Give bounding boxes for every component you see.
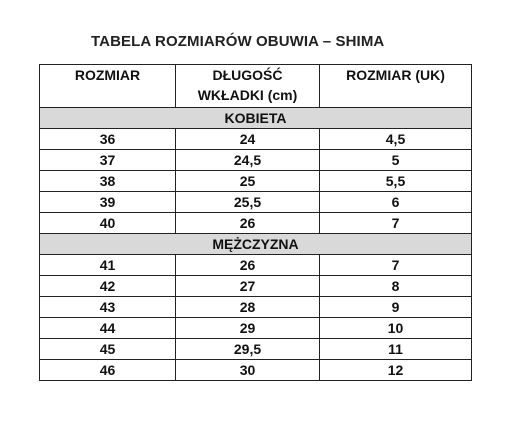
cell-insole-length: 26 xyxy=(176,255,320,276)
table-row xyxy=(40,276,472,297)
cell-insole-length: 30 xyxy=(176,360,320,381)
table-row xyxy=(40,171,472,192)
cell-insole-length: 24 xyxy=(176,129,320,150)
cell-uk-size: 11 xyxy=(320,339,472,360)
size-chart-table xyxy=(39,64,472,381)
table-row xyxy=(40,297,472,318)
cell-uk-size: 7 xyxy=(320,255,472,276)
cell-uk-size: 12 xyxy=(320,360,472,381)
header-insole-length xyxy=(176,65,320,108)
table-row xyxy=(40,339,472,360)
table-row xyxy=(40,150,472,171)
cell-size: 39 xyxy=(40,192,176,213)
cell-insole-length: 25 xyxy=(176,171,320,192)
cell-insole-length: 29,5 xyxy=(176,339,320,360)
section-label: MĘŻCZYZNA xyxy=(40,234,472,255)
cell-uk-size: 9 xyxy=(320,297,472,318)
table-row xyxy=(40,129,472,150)
cell-uk-size: 10 xyxy=(320,318,472,339)
cell-size: 37 xyxy=(40,150,176,171)
cell-size: 38 xyxy=(40,171,176,192)
cell-insole-length: 28 xyxy=(176,297,320,318)
section-label: KOBIETA xyxy=(40,108,472,129)
cell-size: 36 xyxy=(40,129,176,150)
section-row xyxy=(40,108,472,129)
cell-size: 45 xyxy=(40,339,176,360)
cell-uk-size: 5,5 xyxy=(320,171,472,192)
page-title: TABELA ROZMIARÓW OBUWIA – SHIMA xyxy=(91,33,385,50)
header-insole-length-line1: DŁUGOŚĆ xyxy=(212,67,283,83)
header-insole-length-line2: WKŁADKI (cm) xyxy=(197,87,298,103)
cell-uk-size: 6 xyxy=(320,192,472,213)
table-row xyxy=(40,213,472,234)
cell-insole-length: 24,5 xyxy=(176,150,320,171)
cell-insole-length: 26 xyxy=(176,213,320,234)
cell-insole-length: 25,5 xyxy=(176,192,320,213)
cell-size: 46 xyxy=(40,360,176,381)
table-row xyxy=(40,255,472,276)
table-row xyxy=(40,318,472,339)
header-size: ROZMIAR xyxy=(40,65,176,108)
cell-uk-size: 5 xyxy=(320,150,472,171)
cell-size: 43 xyxy=(40,297,176,318)
table-row xyxy=(40,192,472,213)
section-row xyxy=(40,234,472,255)
header-row xyxy=(40,65,472,108)
header-uk-size: ROZMIAR (UK) xyxy=(320,65,472,108)
cell-uk-size: 8 xyxy=(320,276,472,297)
cell-size: 44 xyxy=(40,318,176,339)
cell-insole-length: 29 xyxy=(176,318,320,339)
cell-size: 40 xyxy=(40,213,176,234)
cell-size: 41 xyxy=(40,255,176,276)
cell-insole-length: 27 xyxy=(176,276,320,297)
cell-uk-size: 4,5 xyxy=(320,129,472,150)
table-row xyxy=(40,360,472,381)
cell-size: 42 xyxy=(40,276,176,297)
cell-uk-size: 7 xyxy=(320,213,472,234)
